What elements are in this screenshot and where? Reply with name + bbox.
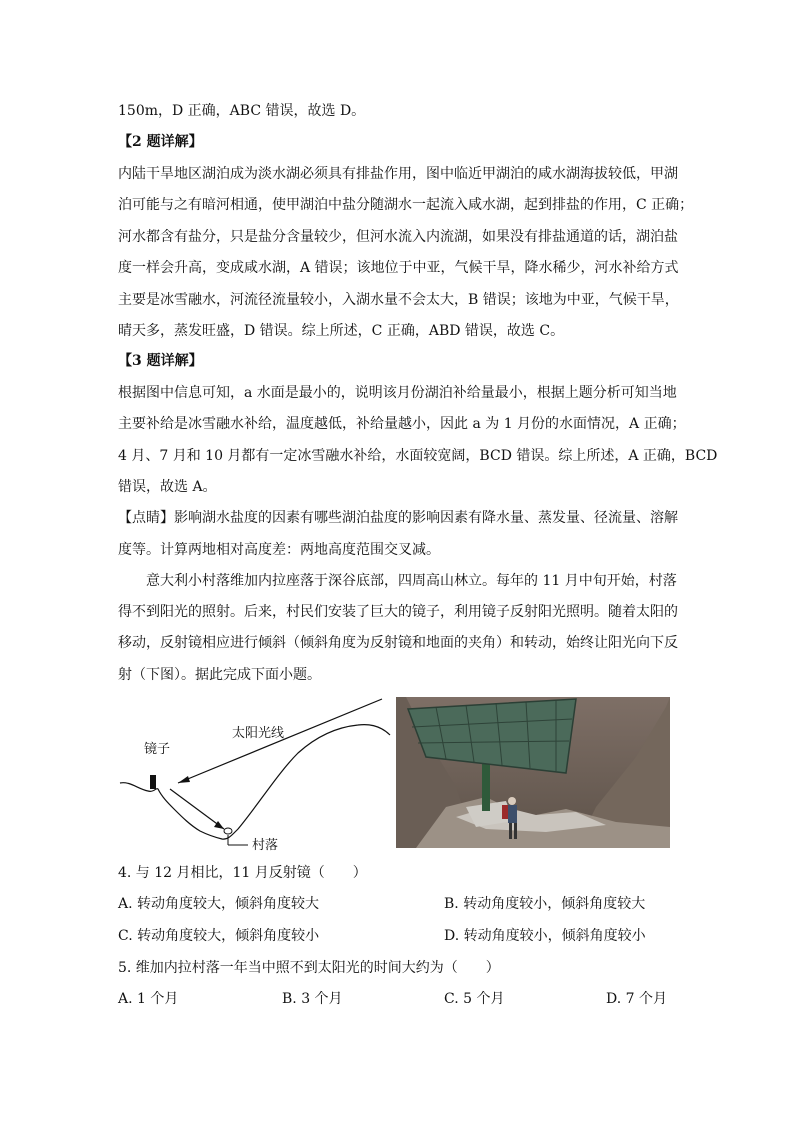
text-line: 内陆干旱地区湖泊成为淡水湖必须具有排盐作用，图中临近甲湖泊的咸水湖海拔较低，甲湖 bbox=[118, 166, 678, 182]
sun-ray-label: 太阳光线 bbox=[232, 726, 285, 741]
question-5-option-a: A. 1 个月 bbox=[118, 991, 179, 1007]
section-heading: 【3 题详解】 bbox=[118, 353, 203, 369]
text-line: 错误，故选 A。 bbox=[118, 479, 217, 495]
text-line: 主要是冰雪融水，河流径流量较小，入湖水量不会太大，B 错误；该地为中亚，气候干旱， bbox=[118, 292, 679, 308]
village-icon bbox=[224, 828, 232, 834]
text-line: 主要补给是冰雪融水补给，温度越低，补给量越小，因此 a 为 1 月份的水面情况，A 正确； bbox=[118, 416, 686, 432]
question-5-option-d: D. 7 个月 bbox=[606, 991, 667, 1007]
text-line: 150m，D 正确，ABC 错误，故选 D。 bbox=[118, 103, 366, 119]
question-4-option-b: B. 转动角度较小，倾斜角度较大 bbox=[444, 896, 646, 912]
text-line: 度一样会升高，变成咸水湖，A 错误；该地位于中亚，气候干旱，降水稀少，河水补给方式 bbox=[118, 260, 679, 276]
question-5-option-c: C. 5 个月 bbox=[444, 991, 505, 1007]
question-5-stem: 5. 维加内拉村落一年当中照不到太阳光的时间大约为（ ） bbox=[118, 960, 500, 976]
mirror-photo bbox=[396, 697, 670, 848]
question-5-option-b: B. 3 个月 bbox=[282, 991, 343, 1007]
question-4-option-c: C. 转动角度较大，倾斜角度较小 bbox=[118, 928, 320, 944]
mirror-diagram bbox=[118, 693, 398, 853]
question-4-option-d: D. 转动角度较小，倾斜角度较小 bbox=[444, 928, 646, 944]
question-4-stem: 4. 与 12 月相比，11 月反射镜（ ） bbox=[118, 865, 367, 881]
text-line: 晴天多，蒸发旺盛，D 错误。综上所述，C 正确，ABD 错误，故选 C。 bbox=[118, 323, 565, 339]
text-line: 得不到阳光的照射。后来，村民们安装了巨大的镜子，利用镜子反射阳光照明。随着太阳的 bbox=[118, 604, 678, 620]
text-line: 河水都含有盐分，只是盐分含量较少，但河水流入内流湖，如果没有排盐通道的话，湖泊盐 bbox=[118, 229, 678, 245]
text-line: 意大利小村落维加内拉座落于深谷底部，四周高山林立。每年的 11 月中旬开始，村落 bbox=[146, 573, 677, 589]
text-line: 根据图中信息可知，a 水面是最小的，说明该月份湖泊补给量最小，根据上题分析可知当地 bbox=[118, 385, 677, 401]
sun-ray bbox=[178, 699, 382, 783]
text-line: 射（下图）。据此完成下面小题。 bbox=[118, 667, 321, 683]
text-line: 度等。计算两地相对高度差：两地高度范围交叉减。 bbox=[118, 542, 440, 558]
village-label: 村落 bbox=[252, 838, 279, 853]
question-4-option-a: A. 转动角度较大，倾斜角度较大 bbox=[118, 896, 320, 912]
text-line: 泊可能与之有暗河相通，使甲湖泊中盐分随湖水一起流入咸水湖，起到排盐的作用，C 正确； bbox=[118, 197, 694, 213]
section-heading: 【2 题详解】 bbox=[118, 134, 203, 150]
reflected-ray bbox=[170, 789, 224, 829]
mirror-icon bbox=[150, 775, 156, 789]
text-line: 4 月、7 月和 10 月都有一定冰雪融水补给，水面较宽阔，BCD 错误。综上所述，A 正确，BCD bbox=[118, 448, 718, 464]
text-line: 移动，反射镜相应进行倾斜（倾斜角度为反射镜和地面的夹角）和转动，始终让阳光向下反 bbox=[118, 635, 678, 651]
text-line: 【点睛】影响湖水盐度的因素有哪些湖泊盐度的影响因素有降水量、蒸发量、径流量、溶解 bbox=[118, 510, 678, 526]
mirror-label: 镜子 bbox=[144, 742, 171, 757]
